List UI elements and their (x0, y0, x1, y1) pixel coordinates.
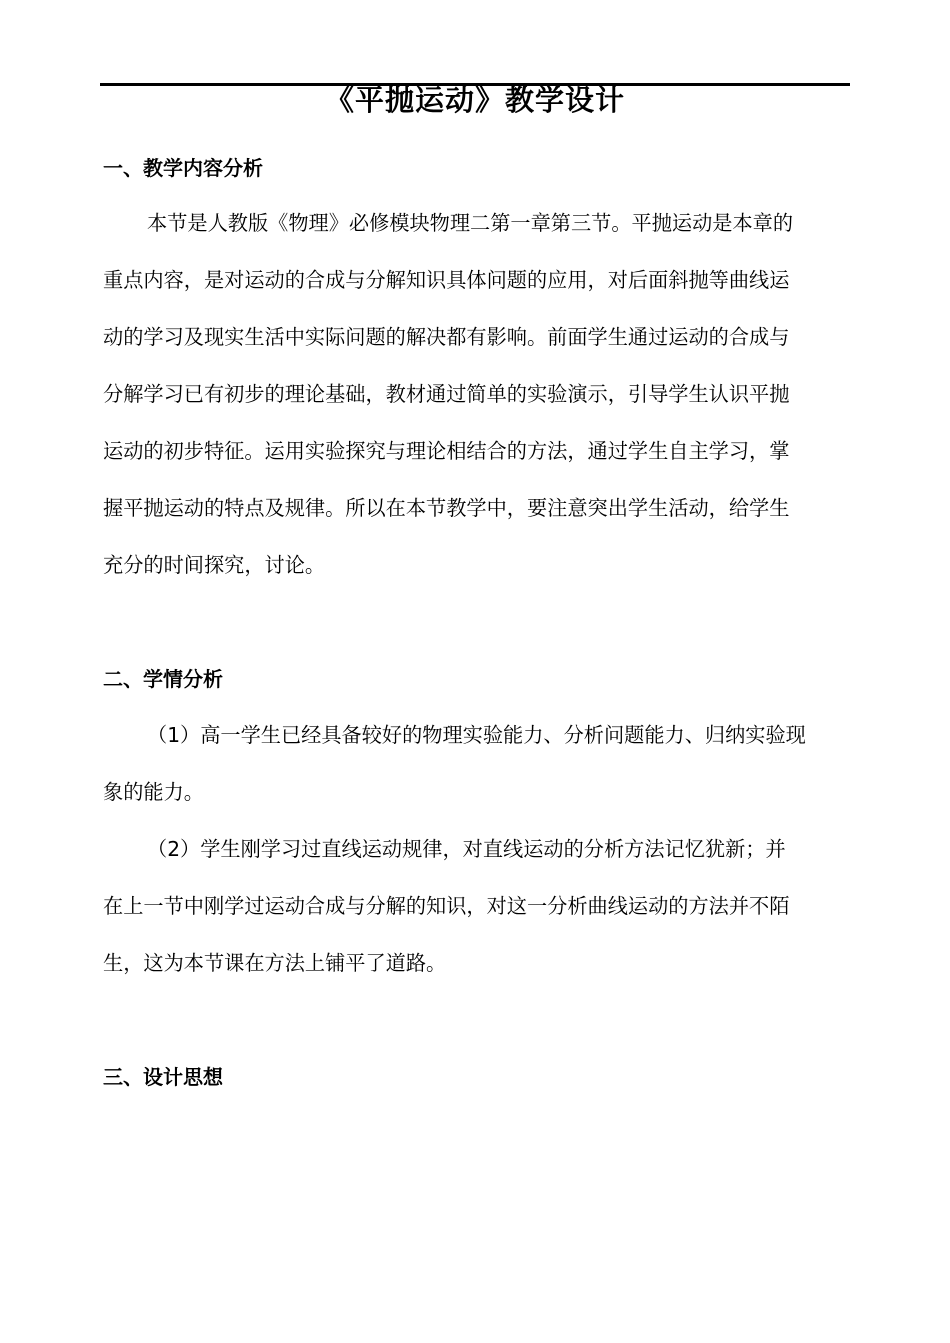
paragraph-line: 在上一节中刚学过运动合成与分解的知识，对这一分析曲线运动的方法并不陌 (103, 894, 790, 918)
paragraph-line: 运动的初步特征。运用实验探究与理论相结合的方法，通过学生自主学习，掌 (103, 439, 790, 463)
paragraph-line: 象的能力。 (103, 780, 204, 804)
paragraph-line: 生，这为本节课在方法上铺平了道路。 (103, 951, 447, 975)
paragraph-line: 重点内容，是对运动的合成与分解知识具体问题的应用，对后面斜抛等曲线运 (103, 268, 790, 292)
paragraph-line: （1）高一学生已经具备较好的物理实验能力、分析问题能力、归纳实验现 (147, 723, 806, 747)
paragraph-student-analysis-1 (103, 707, 863, 821)
paragraph-line: （2）学生刚学习过直线运动规律，对直线运动的分析方法记忆犹新；并 (147, 837, 786, 861)
paragraph-student-analysis-2 (103, 821, 863, 992)
paragraph-line: 充分的时间探究，讨论。 (103, 553, 326, 577)
paragraph-line: 分解学习已有初步的理论基础，教材通过简单的实验演示，引导学生认识平抛 (103, 382, 790, 406)
paragraph-content-analysis (103, 195, 863, 594)
section-heading-student-analysis: 二、学情分析 (103, 667, 223, 691)
paragraph-line: 动的学习及现实生活中实际问题的解决都有影响。前面学生通过运动的合成与 (103, 325, 790, 349)
section-heading-content-analysis: 一、教学内容分析 (103, 156, 263, 180)
section-heading-design-idea: 三、设计思想 (103, 1065, 223, 1089)
paragraph-line: 本节是人教版《物理》必修模块物理二第一章第三节。平抛运动是本章的 (147, 211, 794, 235)
paragraph-line: 握平抛运动的特点及规律。所以在本节教学中，要注意突出学生活动，给学生 (103, 496, 790, 520)
document-title: 《平抛运动》教学设计 (324, 83, 625, 117)
